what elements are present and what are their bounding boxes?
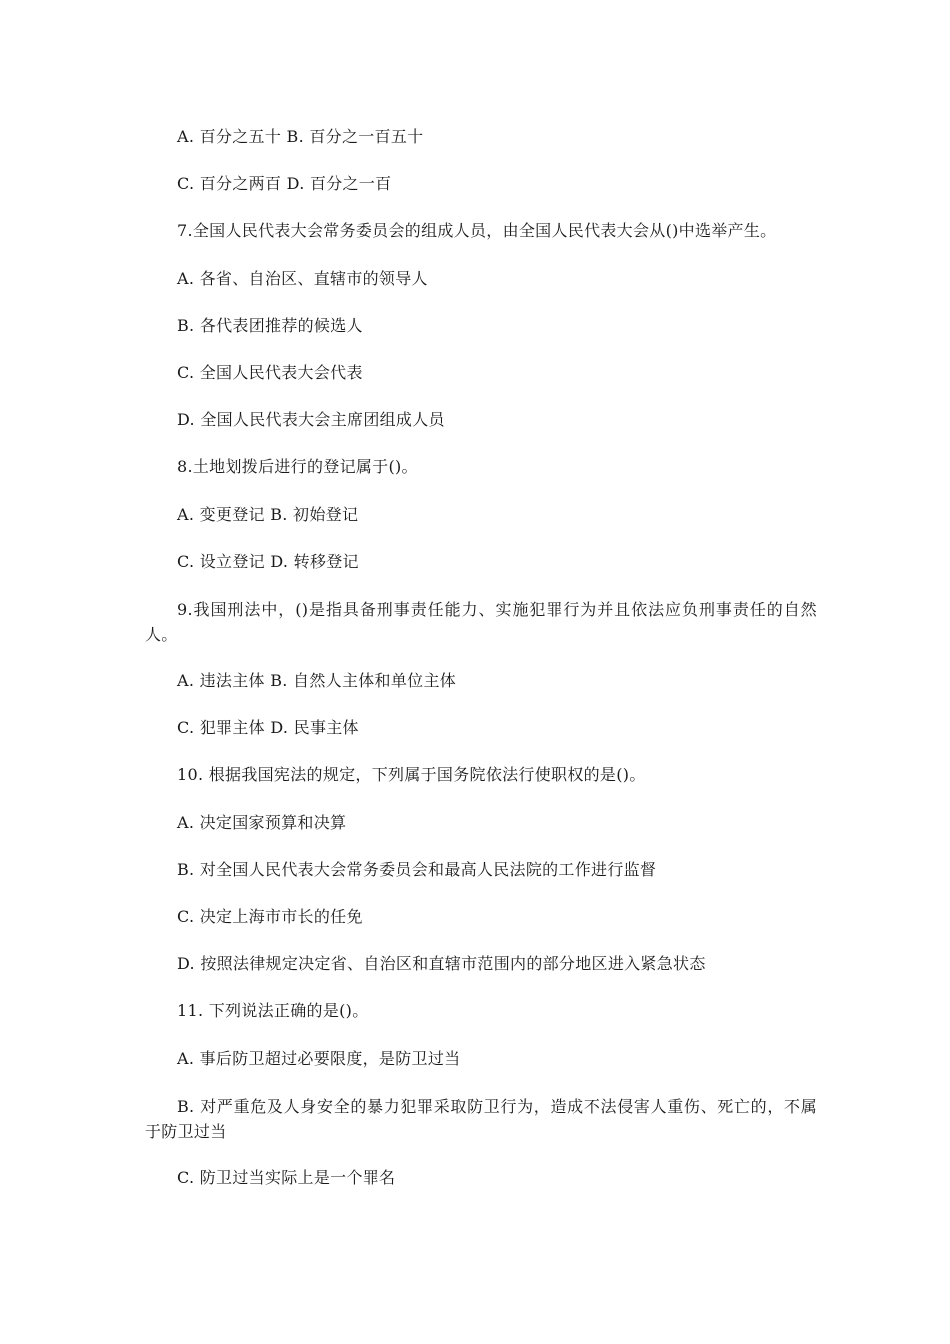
q11-option-b: B. 对严重危及人身安全的暴力犯罪采取防卫行为，造成不法侵害人重伤、死亡的，不属于防卫过当 [145,1097,817,1141]
q10-option-b: B. 对全国人民代表大会常务委员会和最高人民法院的工作进行监督 [177,860,657,879]
q7-option-d: D. 全国人民代表大会主席团组成人员 [177,410,445,429]
q8-options-cd: C. 设立登记 D. 转移登记 [177,552,359,571]
q6-options-cd: C. 百分之两百 D. 百分之一百 [177,174,392,193]
q7-option-a: A. 各省、自治区、直辖市的领导人 [177,269,428,288]
q8-options-ab: A. 变更登记 B. 初始登记 [177,505,359,524]
q9-options-cd: C. 犯罪主体 D. 民事主体 [177,718,359,737]
q10-option-d: D. 按照法律规定决定省、自治区和直辖市范围内的部分地区进入紧急状态 [177,954,706,973]
q8-question: 8.土地划拨后进行的登记属于()。 [177,457,418,476]
q7-question: 7.全国人民代表大会常务委员会的组成人员，由全国人民代表大会从()中选举产生。 [177,221,777,240]
q7-option-c: C. 全国人民代表大会代表 [177,363,363,382]
q10-option-c: C. 决定上海市市长的任免 [177,907,363,926]
q6-options-ab: A. 百分之五十 B. 百分之一百五十 [177,127,424,146]
q11-question: 11. 下列说法正确的是()。 [177,1001,369,1020]
q11-option-c: C. 防卫过当实际上是一个罪名 [177,1168,396,1187]
q7-option-b: B. 各代表团推荐的候选人 [177,316,363,335]
q9-options-ab: A. 违法主体 B. 自然人主体和单位主体 [177,671,457,690]
q10-option-a: A. 决定国家预算和决算 [177,813,347,832]
q11-option-a: A. 事后防卫超过必要限度，是防卫过当 [177,1049,461,1068]
q10-question: 10. 根据我国宪法的规定，下列属于国务院依法行使职权的是()。 [177,765,646,784]
q9-question: 9.我国刑法中，()是指具备刑事责任能力、实施犯罪行为并且依法应负刑事责任的自然人。 [145,600,817,644]
